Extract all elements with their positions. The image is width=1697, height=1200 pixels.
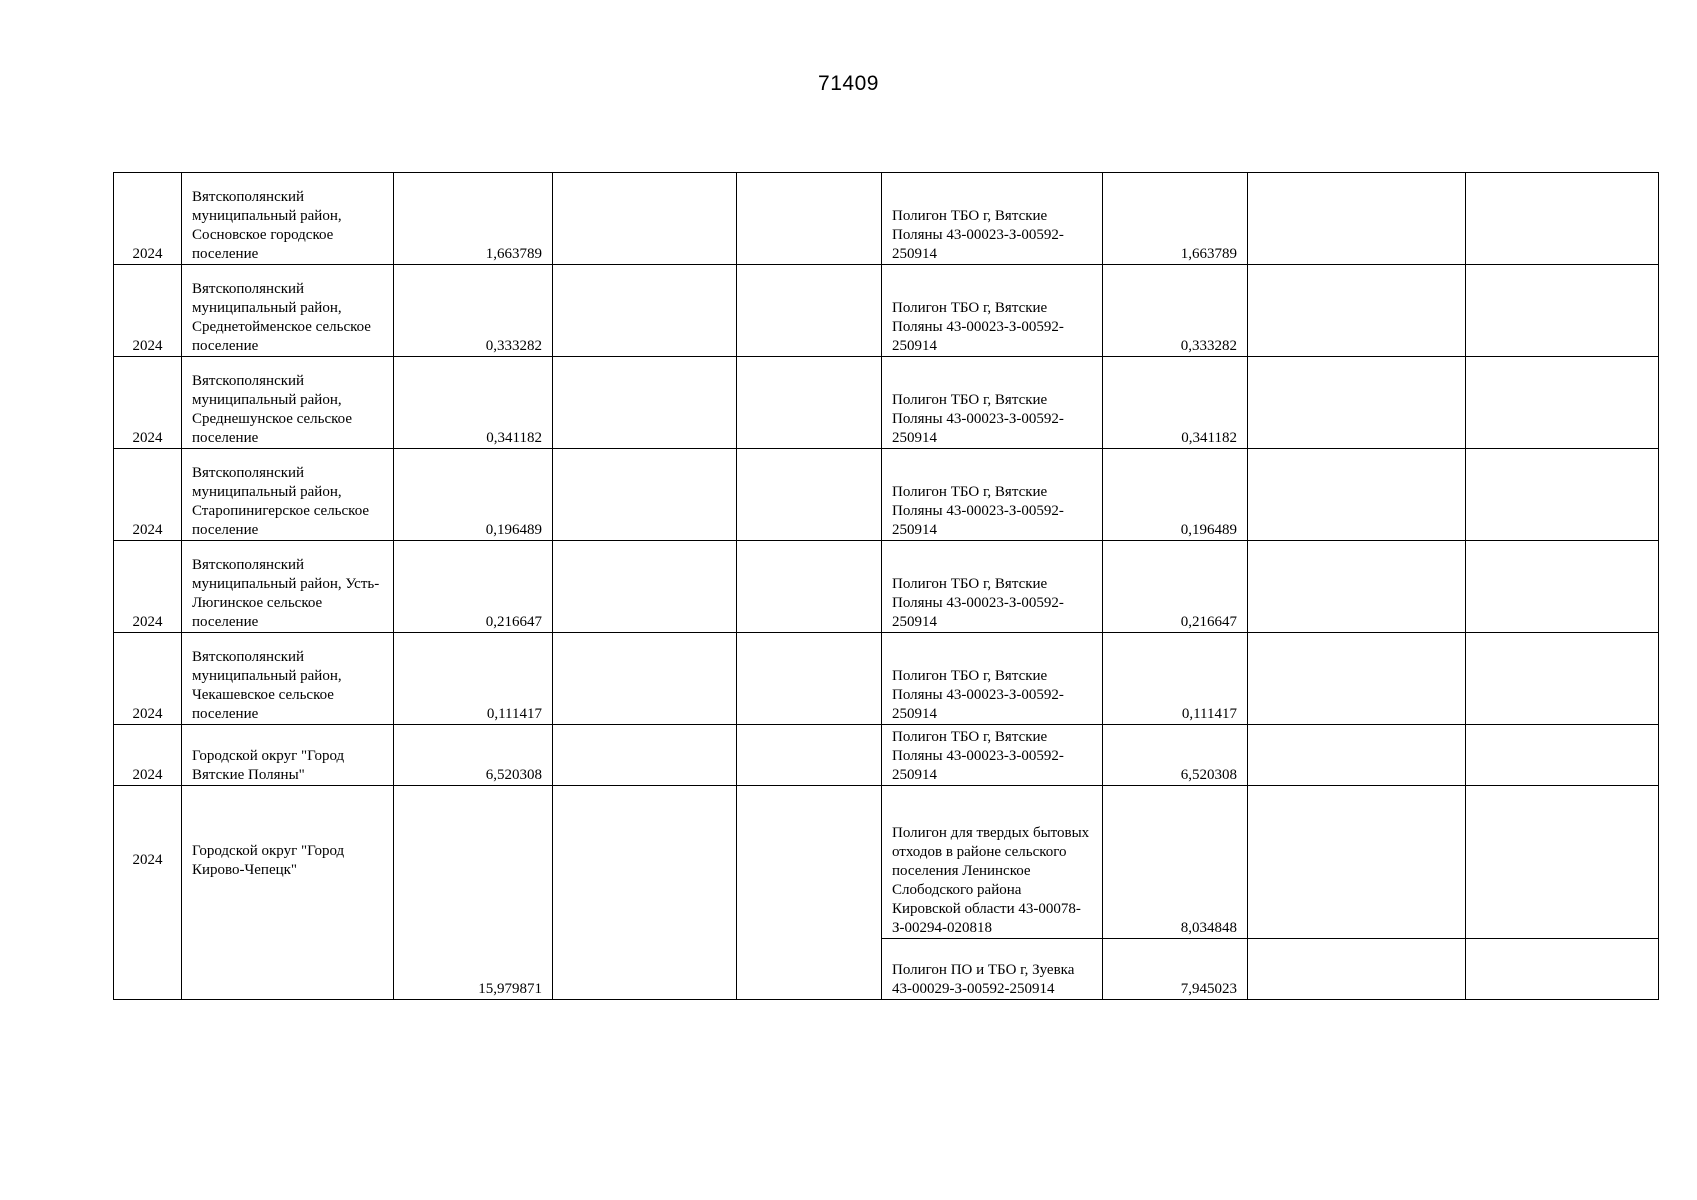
empty-cell — [1248, 357, 1466, 449]
municipality-cell: Вятскополянский муниципальный район, Среднетойменское сельское поселение — [182, 265, 394, 357]
empty-cell — [737, 541, 882, 633]
empty-cell — [553, 725, 737, 786]
empty-cell — [553, 357, 737, 449]
volume-cell: 0,216647 — [394, 541, 553, 633]
volume-cell: 0,341182 — [394, 357, 553, 449]
empty-cell — [737, 357, 882, 449]
municipality-cell: Вятскополянский муниципальный район, Среднешунское сельское поселение — [182, 357, 394, 449]
facility-volume-cell: 0,333282 — [1103, 265, 1248, 357]
facility-volume-cell: 6,520308 — [1103, 725, 1248, 786]
volume-cell: 1,663789 — [394, 173, 553, 265]
empty-cell — [1248, 725, 1466, 786]
table-row — [114, 265, 1659, 357]
facility-cell: Полигон ТБО г, Вятские Поляны 43-00023-З-00592-250914 — [882, 173, 1103, 265]
municipality-cell: Вятскополянский муниципальный район, Старопинигерское сельское поселение — [182, 449, 394, 541]
empty-cell — [1248, 265, 1466, 357]
waste-volume-table — [113, 172, 1659, 1000]
facility-volume-cell: 0,196489 — [1103, 449, 1248, 541]
empty-cell — [1248, 173, 1466, 265]
empty-cell — [1466, 357, 1659, 449]
empty-cell — [737, 265, 882, 357]
empty-cell — [1248, 786, 1466, 939]
empty-cell — [1466, 173, 1659, 265]
year-cell: 2024 — [114, 633, 182, 725]
empty-cell — [737, 786, 882, 1000]
year-cell: 2024 — [114, 357, 182, 449]
empty-cell — [553, 265, 737, 357]
empty-cell — [553, 633, 737, 725]
facility-volume-cell: 8,034848 — [1103, 786, 1248, 939]
facility-cell: Полигон ТБО г, Вятские Поляны 43-00023-З-00592-250914 — [882, 357, 1103, 449]
facility-cell: Полигон ТБО г, Вятские Поляны 43-00023-З-00592-250914 — [882, 633, 1103, 725]
empty-cell — [553, 449, 737, 541]
year-cell: 2024 — [114, 541, 182, 633]
empty-cell — [1466, 265, 1659, 357]
empty-cell — [1466, 725, 1659, 786]
table-row — [114, 541, 1659, 633]
empty-cell — [1466, 786, 1659, 939]
year-cell: 2024 — [114, 449, 182, 541]
table-row — [114, 173, 1659, 265]
volume-cell: 6,520308 — [394, 725, 553, 786]
empty-cell — [737, 633, 882, 725]
year-cell — [114, 786, 182, 1000]
municipality-cell: Вятскополянский муниципальный район, Усть-Люгинское сельское поселение — [182, 541, 394, 633]
volume-cell: 0,333282 — [394, 265, 553, 357]
municipality-text: Городской округ "Город Кирово-Чепецк" — [192, 842, 345, 878]
municipality-cell — [182, 786, 394, 1000]
volume-cell: 0,196489 — [394, 449, 553, 541]
facility-cell: Полигон ТБО г, Вятские Поляны 43-00023-З-00592-250914 — [882, 449, 1103, 541]
page-number: 71409 — [818, 72, 879, 95]
municipality-cell: Вятскополянский муниципальный район, Сосновское городское поселение — [182, 173, 394, 265]
table-row — [114, 725, 1659, 786]
table-row — [114, 449, 1659, 541]
empty-cell — [737, 725, 882, 786]
volume-cell: 15,979871 — [394, 786, 553, 1000]
empty-cell — [737, 449, 882, 541]
empty-cell — [553, 173, 737, 265]
empty-cell — [737, 173, 882, 265]
facility-volume-cell: 0,216647 — [1103, 541, 1248, 633]
table-row — [114, 786, 1659, 939]
municipality-cell: Вятскополянский муниципальный район, Чекашевское сельское поселение — [182, 633, 394, 725]
empty-cell — [553, 541, 737, 633]
empty-cell — [1466, 449, 1659, 541]
empty-cell — [1248, 449, 1466, 541]
facility-cell: Полигон ТБО г, Вятские Поляны 43-00023-З-00592-250914 — [882, 725, 1103, 786]
facility-volume-cell: 1,663789 — [1103, 173, 1248, 265]
year-text: 2024 — [132, 852, 163, 868]
facility-volume-cell: 7,945023 — [1103, 939, 1248, 1000]
empty-cell — [1466, 541, 1659, 633]
facility-volume-cell: 0,111417 — [1103, 633, 1248, 725]
empty-cell — [1248, 939, 1466, 1000]
year-cell: 2024 — [114, 173, 182, 265]
empty-cell — [553, 786, 737, 1000]
municipality-cell: Городской округ "Город Вятские Поляны" — [182, 725, 394, 786]
empty-cell — [1248, 541, 1466, 633]
volume-cell: 0,111417 — [394, 633, 553, 725]
year-cell: 2024 — [114, 725, 182, 786]
facility-cell: Полигон ТБО г, Вятские Поляны 43-00023-З-00592-250914 — [882, 265, 1103, 357]
empty-cell — [1466, 633, 1659, 725]
facility-cell: Полигон для твердых бытовых отходов в районе сельского поселения Ленинское Слободского района Кировской области 43-00078-З-00294-020818 — [882, 786, 1103, 939]
table-row — [114, 633, 1659, 725]
year-cell: 2024 — [114, 265, 182, 357]
table-row — [114, 357, 1659, 449]
facility-cell: Полигон ТБО г, Вятские Поляны 43-00023-З-00592-250914 — [882, 541, 1103, 633]
facility-volume-cell: 0,341182 — [1103, 357, 1248, 449]
empty-cell — [1466, 939, 1659, 1000]
facility-cell: Полигон ПО и ТБО г, Зуевка 43-00029-З-00592-250914 — [882, 939, 1103, 1000]
empty-cell — [1248, 633, 1466, 725]
